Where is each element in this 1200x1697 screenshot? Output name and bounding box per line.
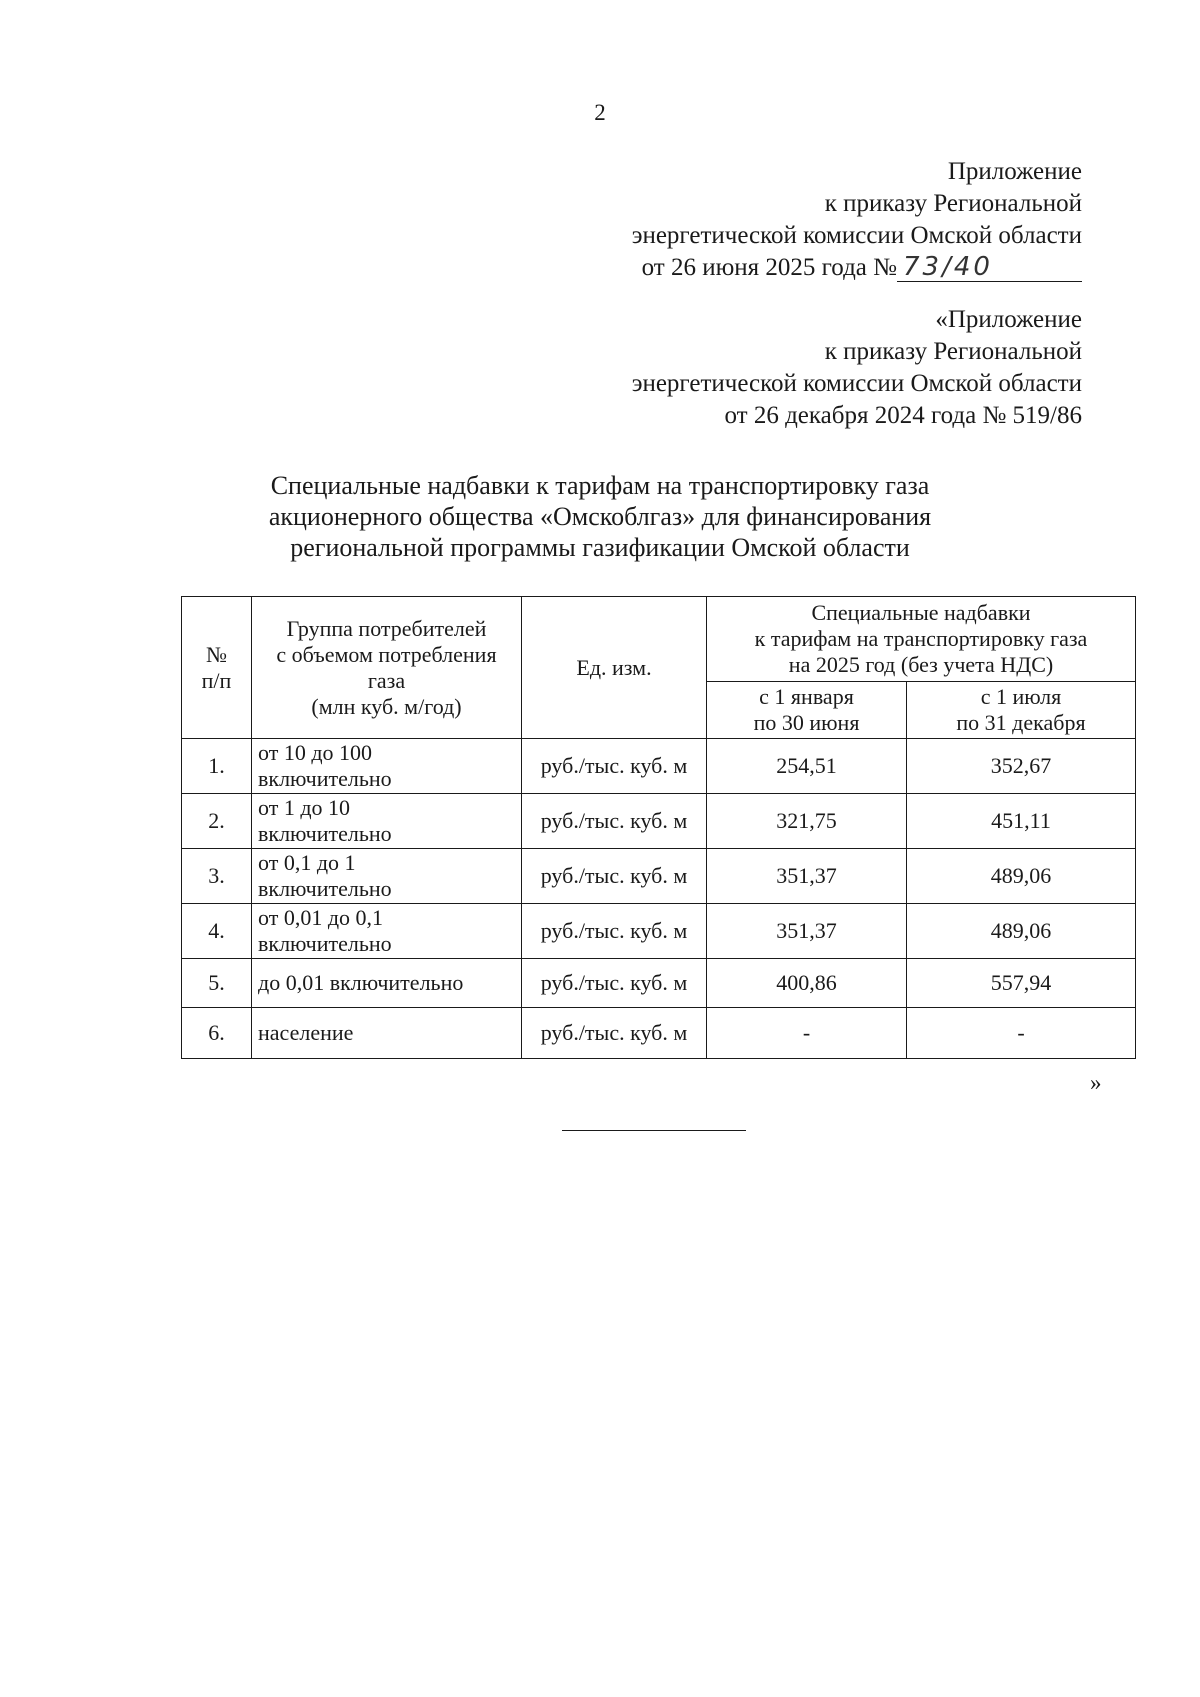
consumer-group: население xyxy=(252,1008,522,1059)
row-number: 3. xyxy=(182,849,252,904)
consumer-group: до 0,01 включительно xyxy=(252,959,522,1008)
order-date-prefix: от 26 июня 2025 года № xyxy=(641,254,897,281)
table-row xyxy=(182,1008,1136,1059)
appendix-header-current xyxy=(632,156,1082,284)
surcharge-h1: 254,51 xyxy=(707,739,907,794)
header-unit: Ед. изм. xyxy=(522,597,707,739)
consumer-group: от 1 до 10 включительно xyxy=(252,794,522,849)
surcharge-h1: - xyxy=(707,1008,907,1059)
surcharge-h1: 351,37 xyxy=(707,849,907,904)
surcharge-h2: - xyxy=(907,1008,1136,1059)
row-number: 4. xyxy=(182,904,252,959)
row-number: 6. xyxy=(182,1008,252,1059)
row-number: 5. xyxy=(182,959,252,1008)
tariff-table xyxy=(181,596,1136,1059)
surcharge-h2: 489,06 xyxy=(907,904,1136,959)
table-row xyxy=(182,849,1136,904)
surcharge-h1: 321,75 xyxy=(707,794,907,849)
consumer-group: от 10 до 100 включительно xyxy=(252,739,522,794)
title-line2: акционерного общества «Омскоблгаз» для финансирования xyxy=(268,502,932,531)
appendix-previous-line3: энергетической комиссии Омской области xyxy=(631,370,1082,397)
closing-quote: » xyxy=(1090,1070,1102,1095)
surcharge-h1: 351,37 xyxy=(707,904,907,959)
table-row xyxy=(182,794,1136,849)
header-consumer-group: Группа потребителей с объемом потребления газа (млн куб. м/год) xyxy=(252,597,522,739)
consumer-group: от 0,1 до 1 включительно xyxy=(252,849,522,904)
appendix-current-line3: энергетической комиссии Омской области xyxy=(631,222,1082,249)
unit: руб./тыс. куб. м xyxy=(522,849,707,904)
end-divider xyxy=(562,1130,746,1131)
table-row xyxy=(182,904,1136,959)
appendix-current-line2: к приказу Региональной xyxy=(824,190,1082,217)
appendix-previous-line2: к приказу Региональной xyxy=(824,338,1082,365)
unit: руб./тыс. куб. м xyxy=(522,1008,707,1059)
unit: руб./тыс. куб. м xyxy=(522,904,707,959)
title-line1: Специальные надбавки к тарифам на транспортировку газа xyxy=(270,471,930,500)
appendix-current-line1: Приложение xyxy=(947,158,1082,185)
appendix-current-line4 xyxy=(632,252,1082,284)
surcharge-h2: 352,67 xyxy=(907,739,1136,794)
surcharge-h2: 557,94 xyxy=(907,959,1136,1008)
unit: руб./тыс. куб. м xyxy=(522,739,707,794)
surcharge-h1: 400,86 xyxy=(707,959,907,1008)
consumer-group: от 0,01 до 0,1 включительно xyxy=(252,904,522,959)
unit: руб./тыс. куб. м xyxy=(522,794,707,849)
header-period-jan-jun: с 1 января по 30 июня xyxy=(707,682,907,739)
title-line3: региональной программы газификации Омской области xyxy=(290,533,910,562)
page-number: 2 xyxy=(594,100,606,125)
surcharge-h2: 489,06 xyxy=(907,849,1136,904)
header-special-surcharges: Специальные надбавки к тарифам на транспортировку газа на 2025 год (без учета НДС) xyxy=(707,597,1136,682)
unit: руб./тыс. куб. м xyxy=(522,959,707,1008)
header-period-jul-dec: с 1 июля по 31 декабря xyxy=(907,682,1136,739)
appendix-previous-line4: от 26 декабря 2024 года № 519/86 xyxy=(724,402,1082,429)
handwritten-order-number: 73/40 xyxy=(897,253,1082,282)
appendix-previous-line1: «Приложение xyxy=(935,306,1082,333)
table-row xyxy=(182,739,1136,794)
row-number: 1. xyxy=(182,739,252,794)
document-title xyxy=(0,470,1200,563)
row-number: 2. xyxy=(182,794,252,849)
table-row xyxy=(182,959,1136,1008)
surcharge-h2: 451,11 xyxy=(907,794,1136,849)
header-number: № п/п xyxy=(182,597,252,739)
appendix-header-previous xyxy=(632,304,1082,432)
